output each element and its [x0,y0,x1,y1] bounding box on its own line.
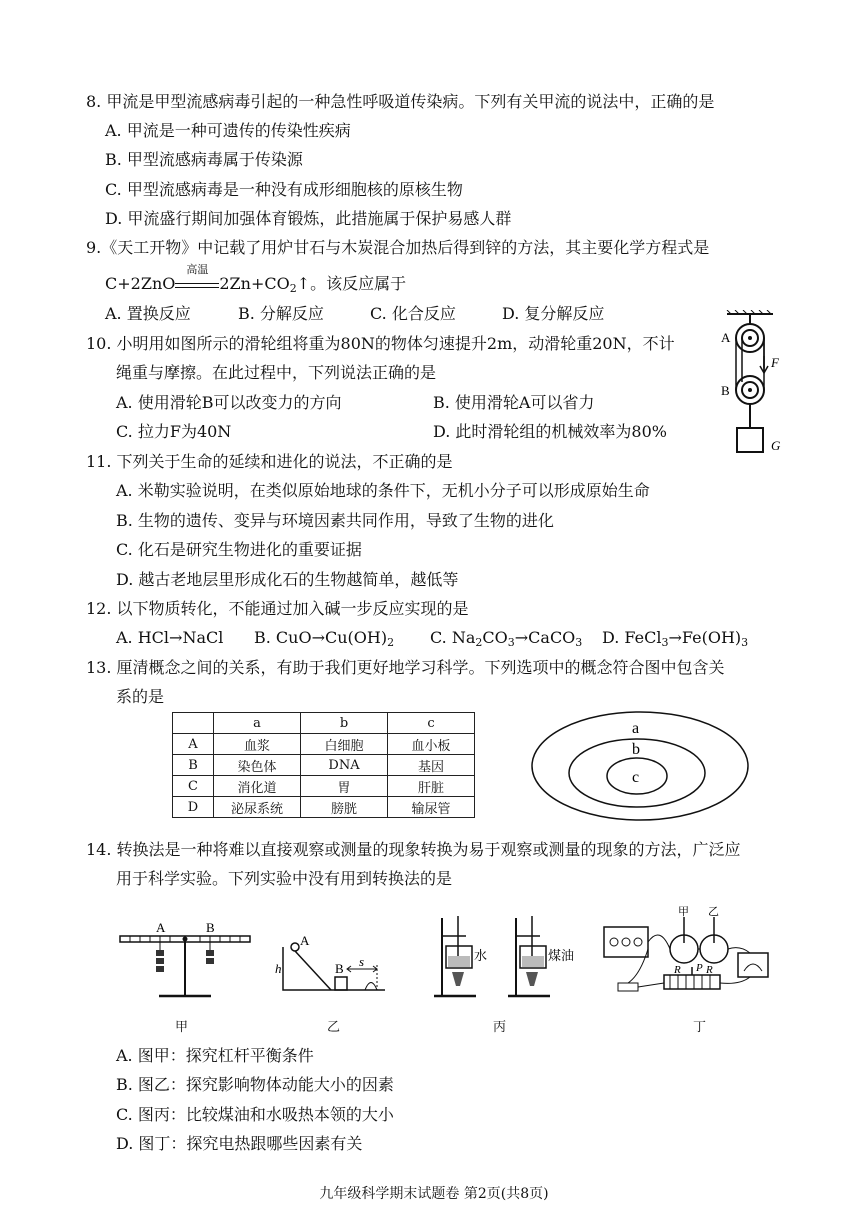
q11-option-c: C. 化石是研究生物进化的重要证据 [116,540,362,559]
figure-label-bing: 丙 [493,1020,507,1035]
concept-table [172,712,475,818]
q12-d-sub2: 3 [741,636,749,649]
q12-c-post: →CaCO [514,628,576,647]
table-cell: C [173,776,214,797]
q10-option-b: B. 使用滑轮A可以省力 [433,393,595,412]
table-cell: 肝脏 [388,776,475,797]
circuit-label-jia: 甲 [678,905,689,918]
ramp-label-h: h [275,961,282,976]
q11-stem: 11. 下列关于生命的延续和进化的说法，不正确的是 [86,452,453,471]
q12-d-post: →Fe(OH) [668,628,742,647]
q12-d-sub1: 3 [661,636,669,649]
circuit-label-p: P [696,962,703,974]
table-row [173,734,475,755]
q9-eq-cond-text: 高温 [186,263,209,276]
q8-option-a: A. 甲流是一种可遗传的传染性疾病 [105,121,351,140]
pulley-label-g: G [771,438,781,453]
q12-c-sub1: 2 [475,636,483,649]
table-cell: A [173,734,214,755]
table-cell: 膀胱 [301,797,388,818]
q11-option-d: D. 越古老地层里形成化石的生物越简单，越低等 [116,570,459,589]
table-cell: 白细胞 [301,734,388,755]
q8-option-b: B. 甲型流感病毒属于传染源 [105,150,303,169]
q12-c-pre: C. Na [430,628,476,647]
q8-option-c: C. 甲型流感病毒是一种没有成形细胞核的原核生物 [105,180,463,199]
pulley-label-a: A [721,330,731,345]
circuit-label-yi: 乙 [708,905,719,918]
table-cell: 基因 [388,755,475,776]
pulley-label-f: F [771,355,779,370]
table-row [173,776,475,797]
q9-stem: 9.《天工开物》中记载了用炉甘石与木炭混合加热后得到锌的方法，其主要化学方程式是 [86,238,710,257]
q10-stem-1: 10. 小明用如图所示的滑轮组将重为80N的物体匀速提升2m，动滑轮重20N，不计 [86,334,675,353]
q14-option-c: C. 图丙：比较煤油和水吸热本领的大小 [116,1105,394,1124]
q14-option-d: D. 图丁：探究电热跟哪些因素有关 [116,1134,363,1153]
figure-label-ding: 丁 [693,1020,707,1035]
q8-stem: 8. 甲流是甲型流感病毒引起的一种急性呼吸道传染病。下列有关甲流的说法中，正确的是 [86,92,715,111]
table-cell: DNA [301,755,388,776]
q13-stem-1: 13. 厘清概念之间的关系，有助于我们更好地学习科学。下列选项中的概念符合图中包含关 [86,658,725,677]
q9-eq-right: 2Zn+CO [219,274,290,293]
page-footer: 九年级科学期末试题卷 第2页(共8页) [319,1186,549,1202]
q9-eq-condition [175,263,219,288]
q14-option-a: A. 图甲：探究杠杆平衡条件 [116,1046,314,1065]
q9-equation [105,263,407,299]
table-cell: 胃 [301,776,388,797]
q12-option-d [602,628,748,653]
venn-label-a: a [632,720,640,737]
q12-d-pre: D. FeCl [602,628,662,647]
q12-option-c [430,628,582,653]
q12-c-mid: CO [482,628,508,647]
table-cell: 泌尿系统 [214,797,301,818]
q9-option-b: B. 分解反应 [238,304,324,323]
q12-option-b [254,628,394,653]
circuit-label-ra: R [674,964,681,976]
q12-b-text: B. CuO→Cu(OH) [254,628,388,647]
q9-eq-left: C+2ZnO [105,274,176,293]
q9-option-c: C. 化合反应 [370,304,456,323]
figure-circuit [600,905,780,1010]
q12-c-sub2: 3 [507,636,515,649]
table-cell: 血小板 [388,734,475,755]
q13-stem-2: 系的是 [116,687,165,706]
figure-ramp [265,935,405,1005]
circuit-label-rb: R [706,964,713,976]
table-header-cell: c [388,713,475,734]
ramp-label-s: s [359,954,365,969]
q9-eq-tail: ↑。该反应属于 [296,274,407,293]
venn-diagram [525,706,765,826]
q10-option-d: D. 此时滑轮组的机械效率为80% [433,422,667,441]
table-cell: B [173,755,214,776]
q14-stem-1: 14. 转换法是一种将难以直接观察或测量的现象转换为易于观察或测量的现象的方法，广泛应 [86,840,741,859]
table-header-cell: a [214,713,301,734]
q14-stem-2: 用于科学实验。下列实验中没有用到转换法的是 [116,869,453,888]
q11-option-b: B. 生物的遗传、变异与环境因素共同作用，导致了生物的进化 [116,511,554,530]
q12-option-a: A. HCl→NaCl [116,628,224,647]
q12-b-sub: 2 [387,636,395,649]
table-cell: 染色体 [214,755,301,776]
table-header-row [173,713,475,734]
q10-stem-2: 绳重与摩擦。在此过程中，下列说法正确的是 [116,363,437,382]
q9-option-a: A. 置换反应 [105,304,191,323]
heating-label-water: 水 [474,949,488,964]
table-row [173,755,475,776]
q8-option-d: D. 甲流盛行期间加强体育锻炼，此措施属于保护易感人群 [105,209,512,228]
lever-label-a: A [156,920,166,935]
table-row [173,797,475,818]
q11-option-a: A. 米勒实验说明，在类似原始地球的条件下，无机小分子可以形成原始生命 [116,481,650,500]
figure-heating [430,912,590,1007]
ramp-label-b: B [335,961,344,976]
q9-option-d: D. 复分解反应 [502,304,605,323]
table-header-cell: b [301,713,388,734]
ramp-label-a: A [300,935,310,948]
pulley-figure [715,310,795,460]
q10-option-a: A. 使用滑轮B可以改变力的方向 [116,393,342,412]
table-cell: D [173,797,214,818]
figure-lever [115,918,255,1008]
table-cell: 血浆 [214,734,301,755]
q12-stem: 12. 以下物质转化，不能通过加入碱一步反应实现的是 [86,599,469,618]
venn-label-c: c [632,769,640,786]
q14-option-b: B. 图乙：探究影响物体动能大小的因素 [116,1075,394,1094]
figure-label-yi: 乙 [327,1020,341,1035]
q9-eq-sign [175,283,219,288]
table-header-cell [173,713,214,734]
heating-label-oil: 煤油 [548,949,575,964]
q12-c-sub3: 3 [575,636,583,649]
q9-eq-sub: 2 [289,282,297,295]
venn-label-b: b [632,741,640,758]
q10-option-c: C. 拉力F为40N [116,422,232,441]
pulley-label-b: B [721,383,730,398]
table-cell: 输尿管 [388,797,475,818]
lever-label-b: B [206,920,215,935]
figure-label-jia: 甲 [175,1020,189,1035]
table-cell: 消化道 [214,776,301,797]
